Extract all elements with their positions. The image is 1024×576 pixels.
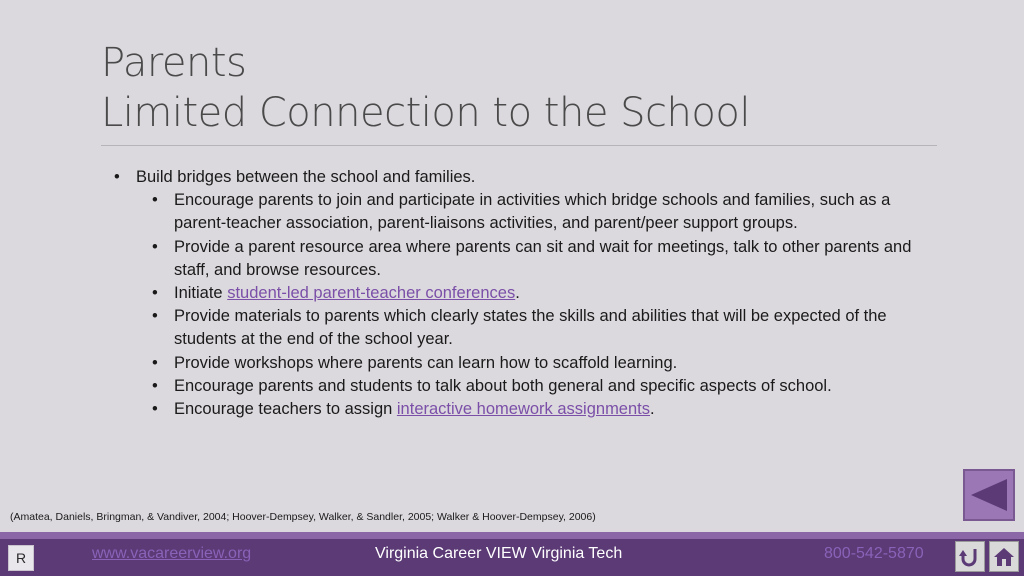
slide-title-line1: Parents xyxy=(101,40,247,86)
bullet-main: • Build bridges between the school and families. xyxy=(112,166,932,189)
bullet-sub-7-prefix: Encourage teachers to assign xyxy=(174,400,397,419)
interactive-homework-link[interactable]: interactive homework assignments xyxy=(396,400,650,419)
citation: (Amatea, Daniels, Bringman, & Vandiver, 2004; Hoover-Dempsey, Walker, & Sandler, 2005; Walker & Hoover-Dempsey, 2006) xyxy=(10,511,596,523)
bullet-sub-7 xyxy=(112,398,932,421)
bullet-sub-3-suffix: . xyxy=(515,284,520,303)
home-icon xyxy=(993,546,1015,568)
bullet-sub-2: • Provide a parent resource area where parents can sit and wait for meetings, talk to other parents and staff, and browse resources. xyxy=(112,236,932,282)
bullet-sub-6: • Encourage parents and students to talk about both general and specific aspects of school. xyxy=(112,375,932,398)
footer-accent-bar xyxy=(0,532,1024,539)
back-button[interactable] xyxy=(963,469,1015,521)
bullet-sub-5: • Provide workshops where parents can learn how to scaffold learning. xyxy=(112,352,932,375)
slide-title-line2: Limited Connection to the School xyxy=(101,90,750,136)
bullet-list xyxy=(112,166,932,421)
bullet-sub-3-prefix: Initiate xyxy=(174,284,228,303)
footer-title: Virginia Career VIEW Virginia Tech xyxy=(375,545,623,562)
bullet-sub-7-suffix: . xyxy=(650,400,655,419)
bullet-sub-3 xyxy=(112,282,932,305)
bullet-sub-4: • Provide materials to parents which clearly states the skills and abilities that will be expected of the students at the end of the school year. xyxy=(112,305,932,351)
u-turn-icon xyxy=(959,546,981,568)
slide-title xyxy=(101,38,750,138)
title-divider xyxy=(101,145,937,146)
r-button[interactable]: R xyxy=(8,545,34,571)
undo-button[interactable] xyxy=(955,541,985,572)
website-link[interactable]: www.vacareerview.org xyxy=(92,545,252,562)
student-led-conferences-link[interactable]: student-led parent-teacher conferences xyxy=(227,284,516,303)
footer-phone: 800-542-5870 xyxy=(824,545,924,562)
home-button[interactable] xyxy=(989,541,1019,572)
back-triangle-icon xyxy=(969,477,1009,513)
bullet-sub-1: • Encourage parents to join and participate in activities which bridge schools and families, such as a parent-teacher association, parent-liaisons activities, and parent/peer support groups. xyxy=(112,189,932,235)
